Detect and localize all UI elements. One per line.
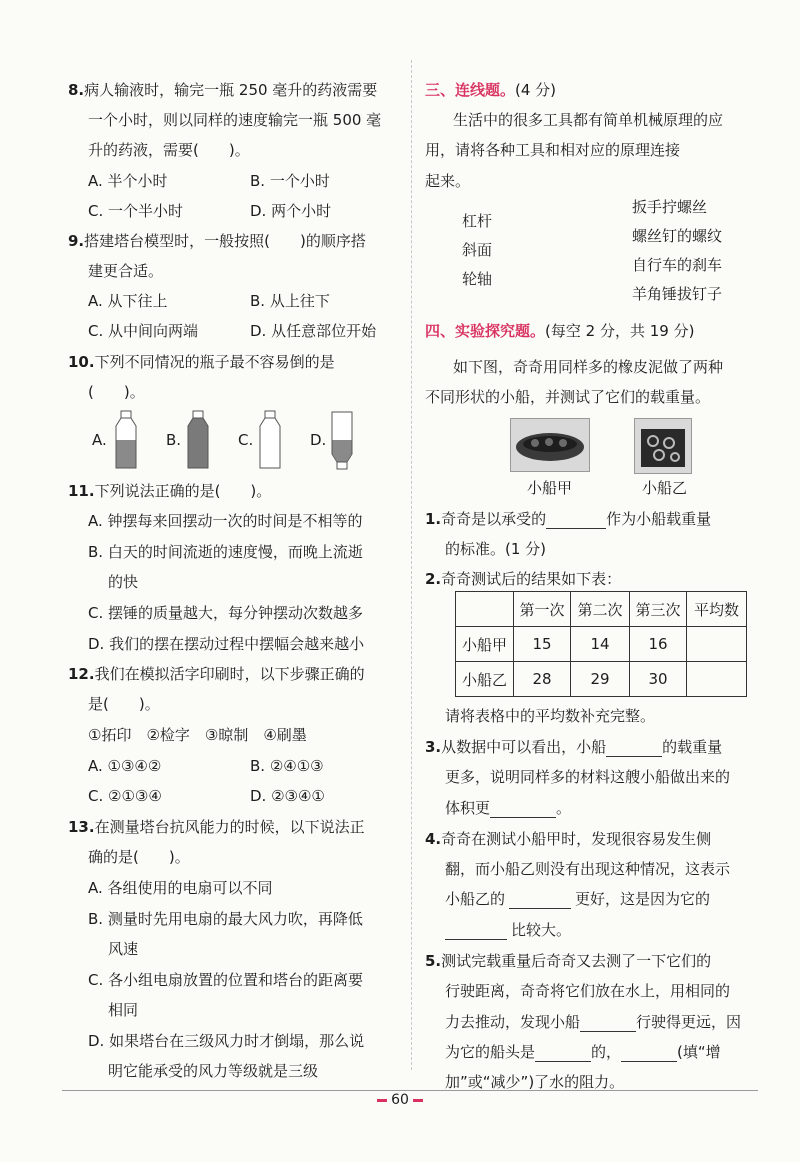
e3-line-2: 更多，说明同样多的材料这艘小船做出来的	[445, 768, 731, 786]
q13-option-c: C. 各小组电扇放置的位置和塔台的距离要	[88, 971, 364, 989]
e4-line-1: 4.奇奇在测试小船甲时，发现很容易发生侧	[425, 830, 712, 848]
e5-blank-2[interactable]	[535, 1045, 591, 1062]
e5-line-2: 行驶距离，奇奇将它们放在水上，用相同的	[445, 982, 731, 1000]
q13-option-d-cont: 明它能承受的风力等级就是三级	[108, 1062, 319, 1080]
q9-line-2: 建更合适。	[88, 262, 164, 280]
q11-option-a: A. 钟摆每来回摆动一次的时间是不相等的	[88, 512, 363, 530]
table-cell: 14	[571, 627, 630, 662]
e4-line-3: 小船乙的 更好，这是因为它的	[445, 890, 711, 908]
tool-screw-thread[interactable]: 螺丝钉的螺纹	[632, 227, 723, 245]
table-header-row	[456, 592, 747, 627]
page-number: 60	[370, 1092, 430, 1108]
e4-blank-2[interactable]	[445, 923, 507, 940]
bottle-c-label: C.	[238, 431, 254, 449]
boat-a-label: 小船甲	[527, 479, 573, 497]
section-4-header: 四、实验探究题。(每空 2 分，共 19 分)	[425, 322, 695, 340]
table-cell: 28	[514, 662, 571, 697]
bottle-a-icon	[112, 410, 140, 470]
average-answer-cell[interactable]	[687, 627, 747, 662]
q9-option-a: A. 从下往上	[88, 292, 168, 310]
q13-line-2: 确的是( )。	[88, 848, 190, 866]
e5-line-4: 为它的船头是 的， (填“增	[445, 1043, 721, 1061]
q8-line-1: 8.病人输液时，输完一瓶 250 毫升的药液需要	[68, 81, 378, 99]
q12-line-2: 是( )。	[88, 695, 160, 713]
average-answer-cell[interactable]	[687, 662, 747, 697]
sec4-line-1: 如下图，奇奇用同样多的橡皮泥做了两种	[453, 358, 724, 376]
q8-option-c: C. 一个半小时	[88, 202, 184, 220]
results-table	[455, 591, 747, 697]
table-header-cell: 平均数	[687, 592, 747, 627]
e5-blank-1[interactable]	[580, 1015, 636, 1032]
e3-blank-2[interactable]	[490, 801, 556, 818]
e1-blank[interactable]	[546, 512, 606, 529]
q8-option-b: B. 一个小时	[250, 172, 330, 190]
bottle-b-label: B.	[166, 431, 182, 449]
q8-option-a: A. 半个小时	[88, 172, 168, 190]
table-row	[456, 662, 747, 697]
e2-after: 请将表格中的平均数补充完整。	[445, 707, 656, 725]
sec4-line-2: 不同形状的小船，并测试了它们的载重量。	[425, 388, 711, 406]
q8-option-d: D. 两个小时	[250, 202, 332, 220]
tool-claw-hammer[interactable]: 羊角锤拔钉子	[632, 285, 723, 303]
table-cell: 小船甲	[456, 627, 514, 662]
principle-wheel-axle[interactable]: 轮轴	[462, 270, 493, 288]
q11-option-d: D. 我们的摆在摆动过程中摆幅会越来越小	[88, 635, 365, 653]
q12-option-b: B. ②④①③	[250, 757, 324, 775]
section-3-header: 三、连线题。(4 分)	[425, 81, 557, 99]
e3-blank-1[interactable]	[606, 740, 662, 757]
principle-incline[interactable]: 斜面	[462, 241, 493, 259]
q12-steps: ①拓印 ②检字 ③晾制 ④刷墨	[88, 726, 307, 744]
e4-line-2: 翻，而小船乙则没有出现这种情况，这表示	[445, 860, 731, 878]
q13-option-b-cont: 风速	[108, 940, 139, 958]
e3-line-3: 体积更 。	[445, 799, 572, 817]
table-cell: 16	[630, 627, 687, 662]
table-header-cell: 第一次	[514, 592, 571, 627]
table-cell: 29	[571, 662, 630, 697]
sec3-line-3: 起来。	[425, 172, 471, 190]
q8-line-2: 一个小时，则以同样的速度输完一瓶 500 毫	[88, 111, 382, 129]
e5-line-5: 加”或“减少”)了水的阻力。	[445, 1073, 625, 1091]
e5-line-1: 5.测试完载重量后奇奇又去测了一下它们的	[425, 952, 712, 970]
principle-lever[interactable]: 杠杆	[462, 212, 493, 230]
q9-option-d: D. 从任意部位开始	[250, 322, 377, 340]
q13-option-a: A. 各组使用的电扇可以不同	[88, 879, 273, 897]
table-cell: 30	[630, 662, 687, 697]
q11-line-1: 11.下列说法正确的是( )。	[68, 482, 272, 500]
q12-option-a: A. ①③④②	[88, 757, 162, 775]
e3-line-1: 3.从数据中可以看出，小船 的载重量	[425, 738, 723, 756]
q12-line-1: 12.我们在模拟活字印刷时，以下步骤正确的	[68, 665, 365, 683]
bottle-d-icon	[328, 410, 356, 470]
q13-option-d: D. 如果塔台在三级风力时才倒塌，那么说	[88, 1032, 365, 1050]
bottle-c-icon	[256, 410, 284, 470]
q12-option-d: D. ②③④①	[250, 787, 325, 805]
q9-option-c: C. 从中间向两端	[88, 322, 199, 340]
column-divider	[411, 60, 412, 1070]
table-header-cell: 第二次	[571, 592, 630, 627]
table-cell: 15	[514, 627, 571, 662]
tool-bike-brake[interactable]: 自行车的刹车	[632, 256, 723, 274]
q11-option-b-cont: 的快	[108, 573, 139, 591]
table-row	[456, 627, 747, 662]
e1-line-2: 的标准。(1 分)	[445, 540, 547, 558]
boat-b-photo	[634, 418, 692, 474]
footer-rule	[62, 1090, 758, 1091]
q8-line-3: 升的药液，需要( )。	[88, 141, 250, 159]
q11-option-c: C. 摆锤的质量越大，每分钟摆动次数越多	[88, 604, 364, 622]
e1-line-1: 1.奇奇是以承受的 作为小船载重量	[425, 510, 712, 528]
e5-line-3: 力去推动，发现小船 行驶得更远，因	[445, 1013, 742, 1031]
q10-line-2: ( )。	[88, 383, 145, 401]
e4-blank-1[interactable]	[509, 892, 571, 909]
q13-line-1: 13.在测量塔台抗风能力的时候，以下说法正	[68, 818, 365, 836]
tool-wrench[interactable]: 扳手拧螺丝	[632, 198, 708, 216]
q12-option-c: C. ②①③④	[88, 787, 162, 805]
bottle-b-icon	[184, 410, 212, 470]
e5-blank-3[interactable]	[621, 1045, 677, 1062]
sec3-line-1: 生活中的很多工具都有简单机械原理的应	[453, 111, 724, 129]
table-cell: 小船乙	[456, 662, 514, 697]
q13-option-b: B. 测量时先用电扇的最大风力吹，再降低	[88, 910, 363, 928]
q11-option-b: B. 白天的时间流逝的速度慢，而晚上流逝	[88, 543, 363, 561]
bottle-d-label: D.	[310, 431, 327, 449]
q10-line-1: 10.下列不同情况的瓶子最不容易倒的是	[68, 353, 335, 371]
e2-line-1: 2.奇奇测试后的结果如下表：	[425, 570, 622, 588]
q13-option-c-cont: 相同	[108, 1001, 139, 1019]
boat-a-photo	[510, 418, 590, 472]
e4-line-4: 比较大。	[445, 920, 571, 940]
sec3-line-2: 用，请将各种工具和相对应的原理连接	[425, 141, 681, 159]
table-header-cell	[456, 592, 514, 627]
table-header-cell: 第三次	[630, 592, 687, 627]
boat-b-label: 小船乙	[642, 479, 688, 497]
q9-option-b: B. 从上往下	[250, 292, 330, 310]
bottle-a-label: A.	[92, 431, 107, 449]
q9-line-1: 9.搭建塔台模型时，一般按照( )的顺序搭	[68, 232, 366, 250]
